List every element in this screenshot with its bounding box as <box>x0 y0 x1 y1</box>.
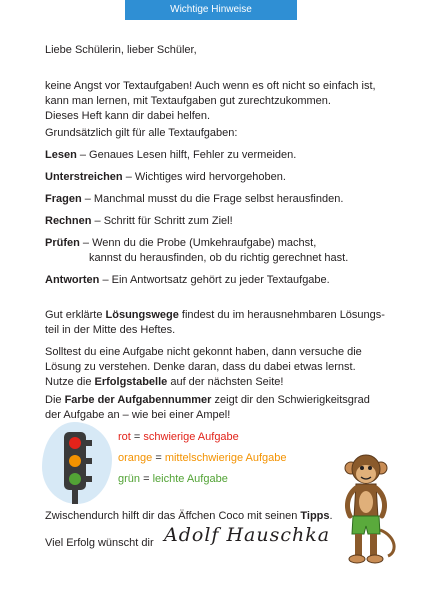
text-run: Gut erklärte <box>45 309 106 321</box>
step-term: Rechnen <box>45 215 92 227</box>
intro-line: keine Angst vor Textaufgaben! Auch wenn es oft nicht so einfach ist, <box>45 80 376 92</box>
legend-label: schwierige Aufgabe <box>143 431 239 443</box>
step-antworten <box>45 273 395 288</box>
text-run: teil in der Mitte des Heftes. <box>45 324 176 336</box>
text-run: auf der nächsten Seite! <box>167 376 284 388</box>
legend-equals: = <box>140 473 153 485</box>
text-run: Solltest du eine Aufgabe nicht gekonnt haben, dann versuche die <box>45 346 362 358</box>
text-run: findest du im herausnehmbaren Lösungs- <box>178 309 385 321</box>
step-term: Unterstreichen <box>45 171 123 183</box>
text-run: . <box>329 510 333 522</box>
legend-red <box>118 430 378 445</box>
step-text: – Wenn du die Probe (Umkehraufgabe) machst, <box>79 237 317 249</box>
sollte-paragraph <box>45 345 395 390</box>
text-run: zeigt dir den Schwierigkeitsgrad <box>211 394 370 406</box>
text-run-bold: Tipps <box>300 510 330 522</box>
greeting: Liebe Schülerin, lieber Schüler, <box>45 44 197 56</box>
step-pruefen <box>45 236 395 266</box>
traffic-light-icon <box>62 430 96 509</box>
loesung-paragraph <box>45 308 395 338</box>
farbe-paragraph <box>45 393 395 423</box>
text-run: Zwischendurch hilft dir das Äffchen Coco mit seinen <box>45 510 301 522</box>
step-text-continued: kannst du herausfinden, ob du richtig gerechnet hast. <box>89 252 349 264</box>
step-fragen <box>45 192 395 207</box>
text-run: Lösung zu verstehen. Denke daran, dass du dabei etwas lernst. <box>45 361 356 373</box>
step-rechnen <box>45 214 395 229</box>
legend-green <box>118 472 378 487</box>
legend-color-word: grün <box>118 473 141 485</box>
text-run-bold: Lösungswege <box>105 309 179 321</box>
text-run: Die <box>45 394 65 406</box>
legend-color-word: orange <box>118 452 153 464</box>
step-text: – Ein Antwortsatz gehört zu jeder Textaufgabe. <box>99 274 330 286</box>
step-lesen <box>45 148 395 163</box>
step-term: Prüfen <box>45 237 80 249</box>
intro-paragraph <box>45 79 395 124</box>
step-term: Fragen <box>45 193 82 205</box>
step-text: – Manchmal musst du die Frage selbst herausfinden. <box>81 193 344 205</box>
author-signature: Adolf Hauschka <box>164 524 331 546</box>
closing-text: Viel Erfolg wünscht dir <box>45 537 154 549</box>
legend-orange <box>118 451 378 466</box>
step-term: Lesen <box>45 149 77 161</box>
legend-color-word: rot <box>118 431 131 443</box>
step-text: – Wichtiges wird hervorgehoben. <box>122 171 286 183</box>
section-header <box>125 0 297 20</box>
text-run: der Aufgabe an – wie bei einer Ampel! <box>45 409 231 421</box>
step-text: – Schritt für Schritt zum Ziel! <box>91 215 233 227</box>
step-term: Antworten <box>45 274 100 286</box>
intro-line: kann man lernen, mit Textaufgaben gut zurechtzukommen. <box>45 95 331 107</box>
legend-equals: = <box>152 452 165 464</box>
section-title: Wichtige Hinweise <box>170 4 252 15</box>
step-text: – Genaues Lesen hilft, Fehler zu vermeiden. <box>76 149 297 161</box>
text-run-bold: Erfolgstabelle <box>94 376 168 388</box>
legend-label: leichte Aufgabe <box>152 473 228 485</box>
text-run: Nutze die <box>45 376 95 388</box>
text-run-bold: Farbe der Aufgabennummer <box>64 394 212 406</box>
intro-line: Dieses Heft kann dir dabei helfen. <box>45 110 211 122</box>
legend-label: mittelschwierige Aufgabe <box>164 452 287 464</box>
legend-equals: = <box>130 431 144 443</box>
step-unterstreichen <box>45 170 395 185</box>
tipps-line <box>45 509 395 524</box>
rule-text: Grundsätzlich gilt für alle Textaufgaben: <box>45 127 238 139</box>
